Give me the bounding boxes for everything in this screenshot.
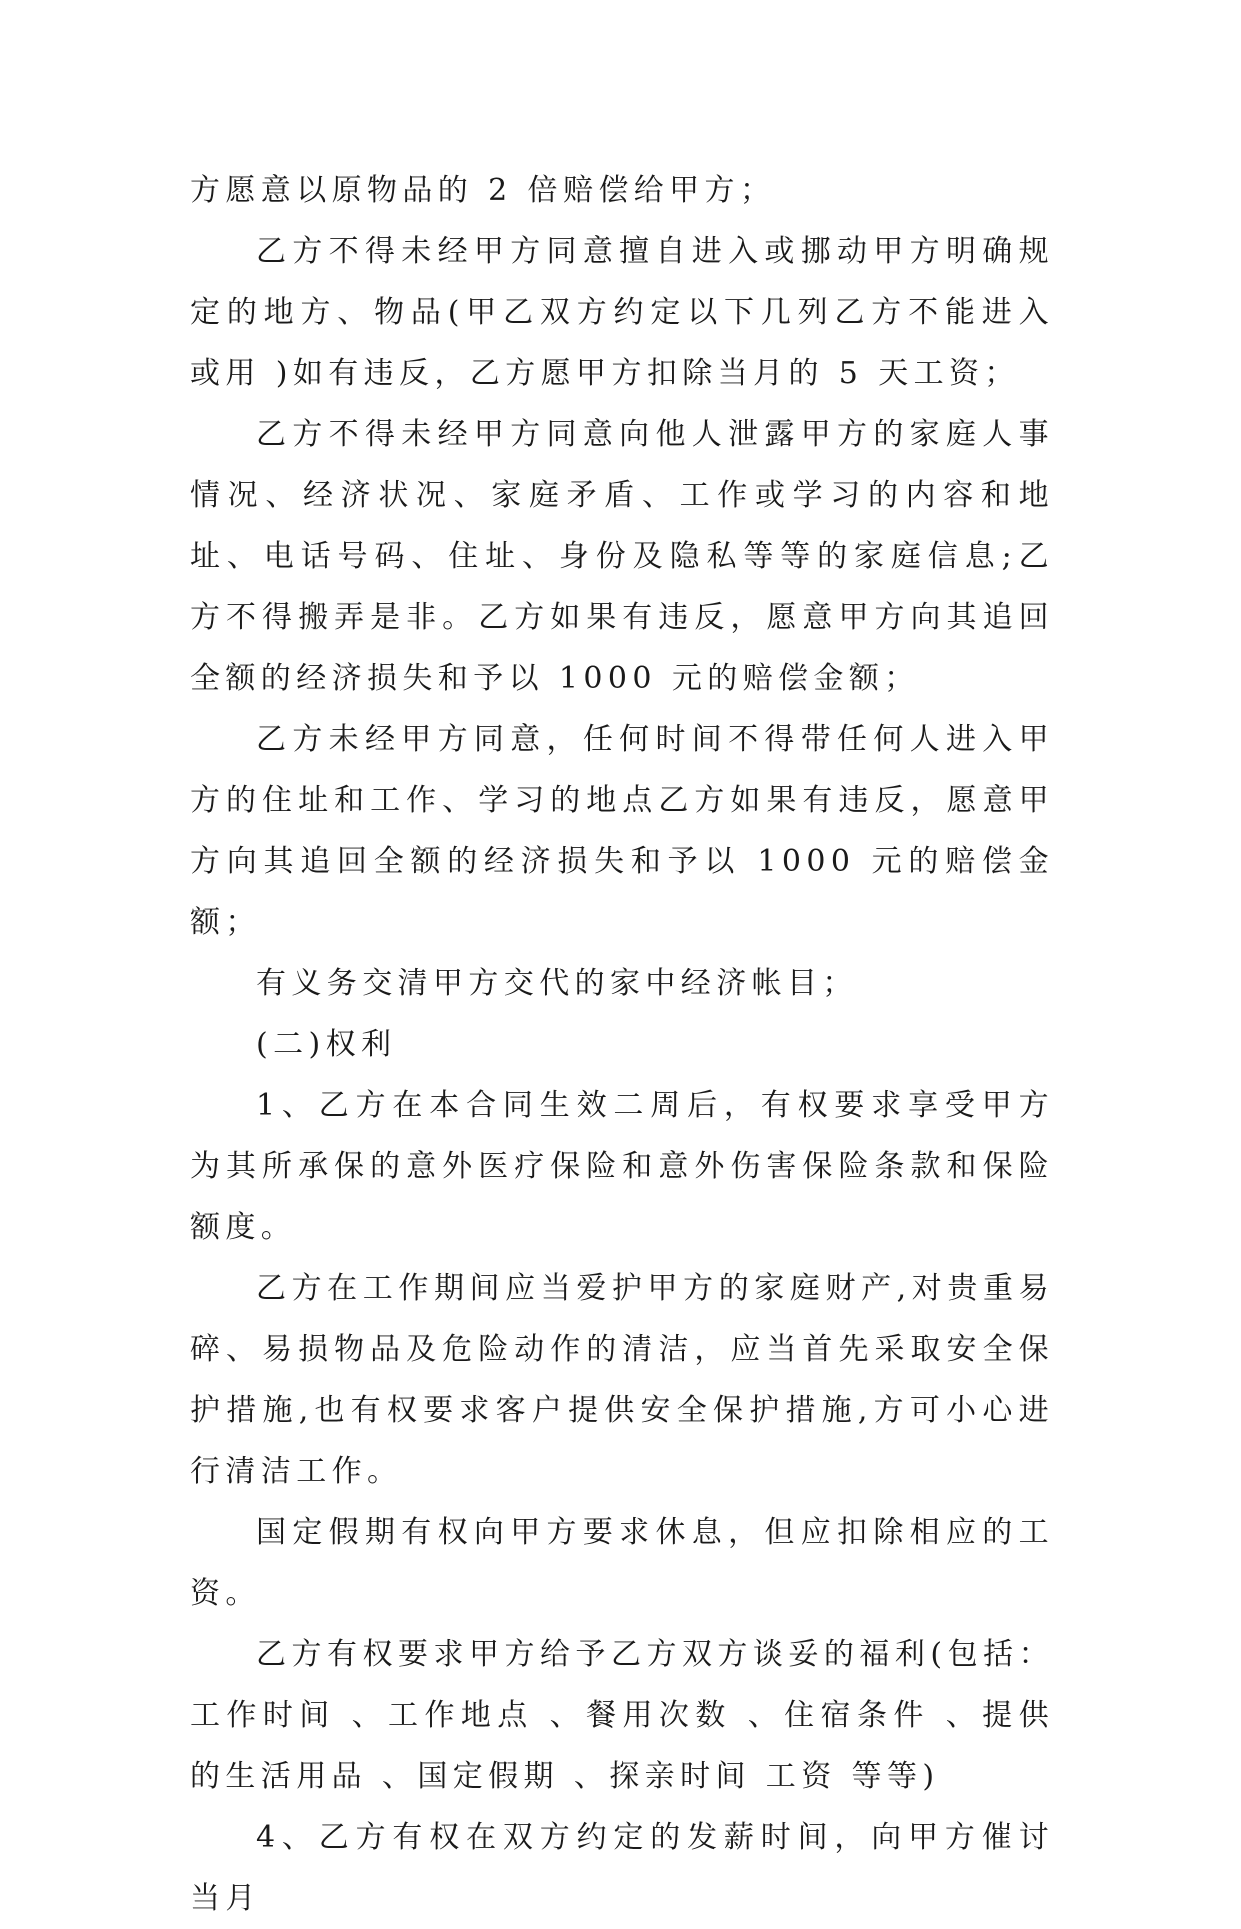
paragraph-8: 乙方在工作期间应当爱护甲方的家庭财产,对贵重易碎、易损物品及危险动作的清洁，应当首先采取安全保护措施,也有权要求客户提供安全保护措施,方可小心进行清洁工作。 (190, 1271, 1054, 1489)
document-body (190, 160, 1054, 1929)
paragraph-10: 乙方有权要求甲方给予乙方双方谈妥的福利(包括：工作时间 、工作地点 、餐用次数 、住宿条件 、提供的生活用品 、国定假期 、探亲时间 工资 等等) (190, 1637, 1054, 1794)
paragraph-11: 4、乙方有权在双方约定的发薪时间，向甲方催讨当月 (190, 1820, 1054, 1916)
paragraph-1: 方愿意以原物品的 2 倍赔偿给甲方； (190, 173, 776, 208)
paragraph-5: 有义务交清甲方交代的家中经济帐目； (256, 966, 858, 1001)
paragraph-4: 乙方未经甲方同意，任何时间不得带任何人进入甲方的住址和工作、学习的地点乙方如果有违反，愿意甲方向其追回全额的经济损失和予以 1000 元的赔偿金额； (190, 722, 1054, 940)
paragraph-3: 乙方不得未经甲方同意向他人泄露甲方的家庭人事情况、经济状况、家庭矛盾、工作或学习的内容和地址、电话号码、住址、身份及隐私等等的家庭信息;乙方不得搬弄是非。乙方如果有违反，愿意甲方向其追回全额的经济损失和予以 1000 元的赔偿金额； (190, 417, 1054, 696)
section-heading-rights: (二)权利 (256, 1027, 397, 1062)
paragraph-7: 1、乙方在本合同生效二周后，有权要求享受甲方为其所承保的意外医疗保险和意外伤害保险条款和保险额度。 (190, 1088, 1054, 1245)
paragraph-9: 国定假期有权向甲方要求休息，但应扣除相应的工资。 (190, 1515, 1054, 1611)
paragraph-2: 乙方不得未经甲方同意擅自进入或挪动甲方明确规定的地方、物品(甲乙双方约定以下几列乙方不能进入或用 )如有违反，乙方愿甲方扣除当月的 5 天工资； (190, 234, 1054, 391)
